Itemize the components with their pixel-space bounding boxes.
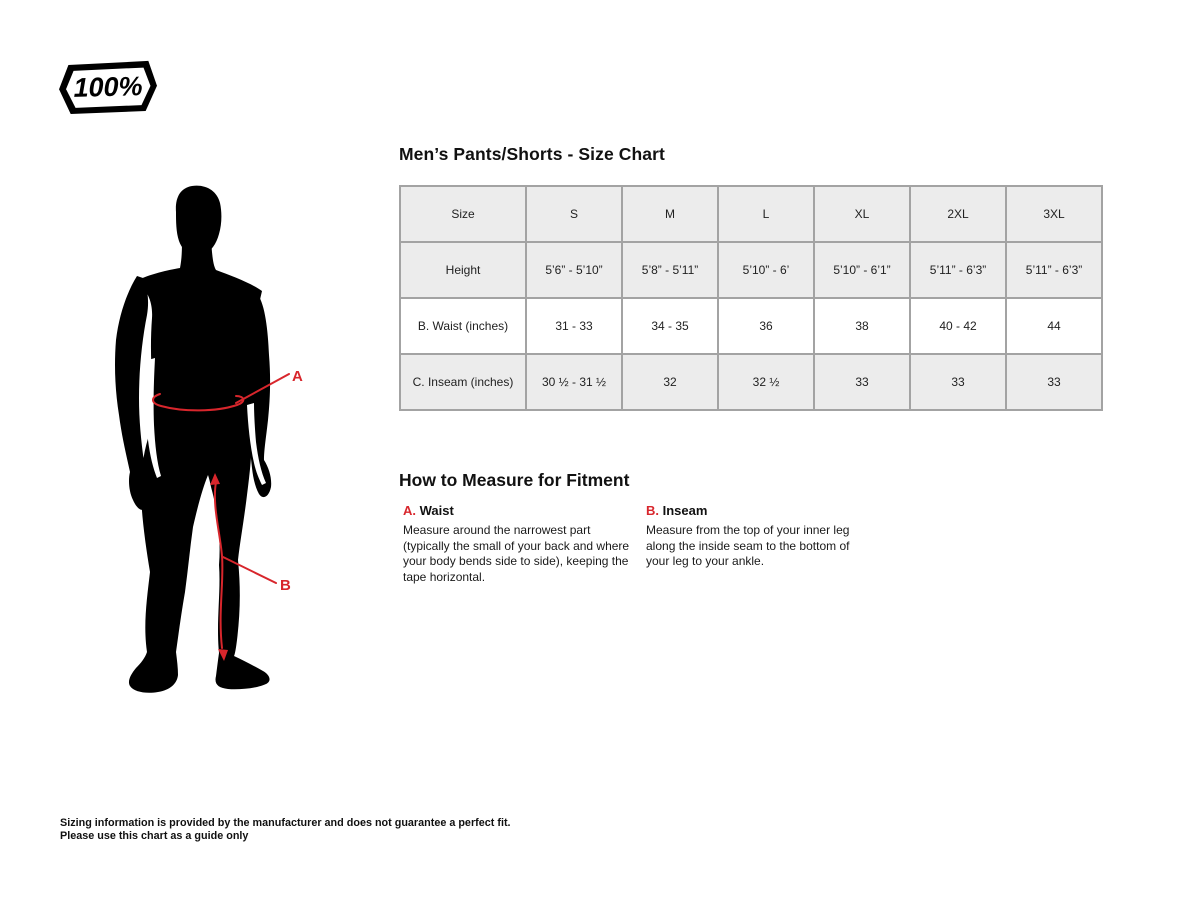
waist-label: A	[292, 368, 303, 385]
value-cell: 44	[1006, 298, 1102, 354]
disclaimer-line-2: Please use this chart as a guide only	[60, 829, 249, 842]
column-header: 2XL	[910, 186, 1006, 242]
size-chart-table	[399, 185, 1103, 411]
column-header: S	[526, 186, 622, 242]
value-cell: 5’6” - 5’10”	[526, 242, 622, 298]
value-cell: 36	[718, 298, 814, 354]
logo-text: 100%	[73, 71, 143, 103]
row-label-cell: B. Waist (inches)	[400, 298, 526, 354]
size-chart-title: Men’s Pants/Shorts - Size Chart	[399, 144, 665, 164]
measure-description-inseam: Measure from the top of your inner leg along the inside seam to the bottom of your leg to your ankle.	[646, 523, 850, 568]
column-header: M	[622, 186, 718, 242]
disclaimer	[60, 817, 511, 842]
measure-item-heading	[403, 503, 635, 518]
value-cell: 30 ½ - 31 ½	[526, 354, 622, 410]
value-cell: 32 ½	[718, 354, 814, 410]
table-header-row	[400, 186, 1102, 242]
measure-item-heading	[646, 503, 864, 518]
measure-item-inseam	[646, 503, 864, 585]
inseam-label: B	[280, 577, 291, 594]
column-header: Size	[400, 186, 526, 242]
body-silhouette	[105, 178, 320, 708]
value-cell: 5’11” - 6’3”	[1006, 242, 1102, 298]
column-header: 3XL	[1006, 186, 1102, 242]
value-cell: 5’11” - 6’3”	[910, 242, 1006, 298]
table-row-waist	[400, 298, 1102, 354]
measure-item-waist	[403, 503, 635, 585]
silhouette-torso	[136, 238, 262, 450]
silhouette-legs	[129, 432, 270, 693]
measure-instructions	[403, 503, 864, 585]
measure-section-title: How to Measure for Fitment	[399, 470, 630, 490]
value-cell: 34 - 35	[622, 298, 718, 354]
column-header: L	[718, 186, 814, 242]
value-cell: 5’8” - 5’11”	[622, 242, 718, 298]
table-row-inseam	[400, 354, 1102, 410]
measure-description-waist: Measure around the narrowest part (typically the small of your back and where your body bends side to side), keeping the tape horizontal.	[403, 523, 630, 584]
measure-key-b: B.	[646, 503, 659, 518]
measure-name-waist: Waist	[419, 503, 454, 518]
value-cell: 33	[910, 354, 1006, 410]
value-cell: 5’10” - 6’1”	[814, 242, 910, 298]
value-cell: 32	[622, 354, 718, 410]
value-cell: 33	[1006, 354, 1102, 410]
value-cell: 5’10” - 6’	[718, 242, 814, 298]
value-cell: 40 - 42	[910, 298, 1006, 354]
brand-logo-icon	[58, 60, 158, 115]
disclaimer-line-1: Sizing information is provided by the manufacturer and does not guarantee a perfect fit.	[60, 817, 511, 829]
table-row-height	[400, 242, 1102, 298]
value-cell: 31 - 33	[526, 298, 622, 354]
measure-key-a: A.	[403, 503, 416, 518]
row-label-cell: C. Inseam (inches)	[400, 354, 526, 410]
column-header: XL	[814, 186, 910, 242]
value-cell: 38	[814, 298, 910, 354]
row-label-cell: Height	[400, 242, 526, 298]
value-cell: 33	[814, 354, 910, 410]
measure-name-inseam: Inseam	[662, 503, 708, 518]
